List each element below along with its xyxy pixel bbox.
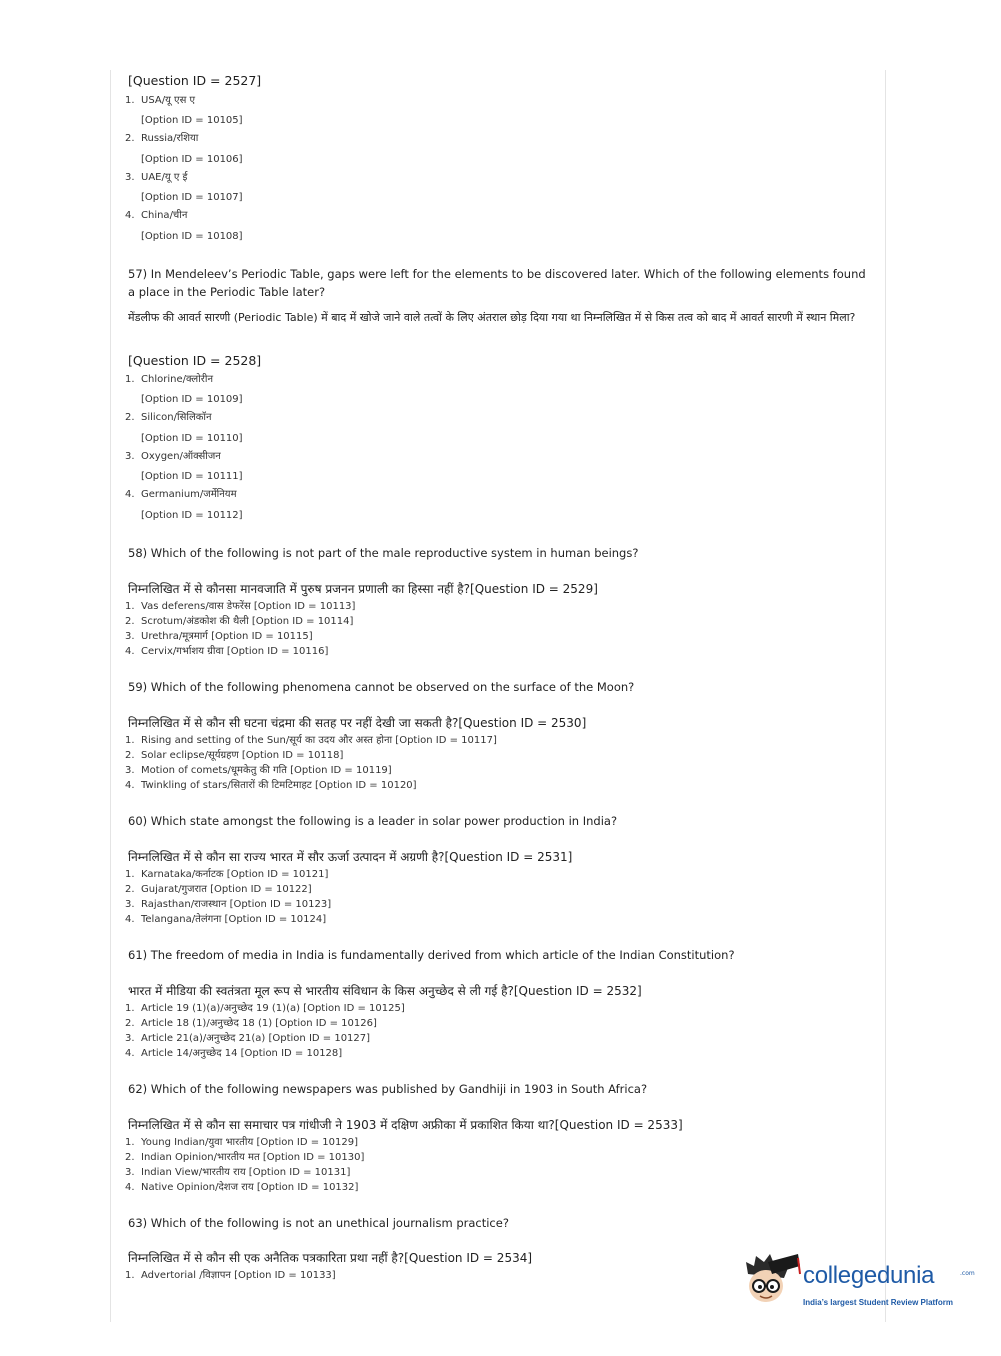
option-4: 4. Germanium/जर्मेनियम [125, 489, 237, 500]
option-1: 1. Young Indian/युवा भारतीय [Option ID = 10129] [125, 1137, 359, 1148]
question-id: [Question ID = 2527] [128, 73, 262, 88]
option-2: 2. Gujarat/गुजरात [Option ID = 10122] [125, 884, 312, 895]
option-4: 4. Article 14/अनुच्छेद 14 [Option ID = 10128] [125, 1048, 343, 1059]
option-2: 2. Solar eclipse/सूर्यग्रहण [Option ID = 10118] [125, 750, 344, 761]
question-text-english: 59) Which of the following phenomena cannot be observed on the surface of the Moon? [128, 680, 635, 694]
option-id: [Option ID = 10110] [141, 433, 243, 444]
question-id: [Question ID = 2528] [128, 353, 262, 368]
option-2: 2. Scrotum/अंडकोश की थैली [Option ID = 10114] [125, 616, 354, 627]
option-id: [Option ID = 10112] [141, 510, 243, 521]
question-text-english: 57) In Mendeleev’s Periodic Table, gaps were left for the elements to be discovered later. Which of the following elements found a place in the Periodic Table later? [128, 267, 866, 299]
mascot-icon [740, 1248, 802, 1312]
option-1: 1. Article 19 (1)(a)/अनुच्छेद 19 (1)(a) [Option ID = 10125] [125, 1003, 405, 1014]
option-id: [Option ID = 10108] [141, 231, 243, 242]
option-1: 1. Vas deferens/वास डेफरेंस [Option ID = 10113] [125, 601, 356, 612]
option-1: 1. Karnataka/कर्नाटक [Option ID = 10121] [125, 869, 329, 880]
question-text-english: 61) The freedom of media in India is fundamentally derived from which article of the Indian Constitution? [128, 948, 735, 962]
option-id: [Option ID = 10106] [141, 154, 243, 165]
option-1: 1. Rising and setting of the Sun/सूर्य का उदय और अस्त होना [Option ID = 10117] [125, 735, 497, 746]
option-2: 2. Article 18 (1)/अनुच्छेद 18 (1) [Option ID = 10126] [125, 1018, 377, 1029]
question-text-english: 58) Which of the following is not part of the male reproductive system in human beings? [128, 546, 639, 560]
option-3: 3. Indian View/भारतीय राय [Option ID = 10131] [125, 1167, 351, 1178]
option-id: [Option ID = 10109] [141, 394, 243, 405]
option-1: 1. Advertorial /विज्ञापन [Option ID = 10133] [125, 1270, 336, 1281]
option-id: [Option ID = 10111] [141, 471, 243, 482]
question-text-english: 60) Which state amongst the following is a leader in solar power production in India? [128, 814, 618, 828]
option-4: 4. Native Opinion/देशज राय [Option ID = 10132] [125, 1182, 359, 1193]
question-text-english: 62) Which of the following newspapers was published by Gandhiji in 1903 in South Africa? [128, 1082, 648, 1096]
option-4: 4. Telangana/तेलंगना [Option ID = 10124] [125, 914, 327, 925]
option-id: [Option ID = 10105] [141, 115, 243, 126]
question-text-hindi: निम्नलिखित में से कौन सी घटना चंद्रमा की सतह पर नहीं देखी जा सकती है?[Question ID = 2530] [128, 716, 587, 730]
option-2: 2. Silicon/सिलिकॉन [125, 412, 212, 423]
logo-wordmark: collegedunia [803, 1262, 935, 1289]
option-3: 3. UAE/यू ए ई [125, 172, 188, 183]
option-3: 3. Article 21(a)/अनुच्छेद 21(a) [Option ID = 10127] [125, 1033, 371, 1044]
option-1: 1. USA/यू एस ए [125, 95, 196, 106]
option-4: 4. Twinkling of stars/सितारों की टिमटिमाहट [Option ID = 10120] [125, 780, 417, 791]
option-id: [Option ID = 10107] [141, 192, 243, 203]
option-3: 3. Oxygen/ऑक्सीजन [125, 451, 221, 462]
option-3: 3. Urethra/मूत्रमार्ग [Option ID = 10115] [125, 631, 313, 642]
logo-tagline: India’s largest Student Review Platform [803, 1298, 953, 1307]
question-text-hindi: भारत में मीडिया की स्वतंत्रता मूल रूप से भारतीय संविधान के किस अनुच्छेद से ली गई है?[Question ID = 2532] [128, 984, 642, 998]
question-text-hindi: निम्नलिखित में से कौन सा राज्य भारत में सौर ऊर्जा उत्पादन में अग्रणी है?[Question ID = 2531] [128, 850, 573, 864]
collegedunia-logo[interactable] [740, 1248, 975, 1312]
question-text-hindi: मेंडलीफ की आवर्त सारणी (Periodic Table) में बाद में खोजे जाने वाले तत्वों के लिए अंतराल छोड़ दिया गया था निम्नलिखित में से किस तत्व को बाद में आवर्त सारणी में स्थान मिला? [128, 311, 856, 324]
option-1: 1. Chlorine/क्लोरीन [125, 374, 214, 385]
logo-domain-suffix: .com [960, 1270, 975, 1277]
option-3: 3. Motion of comets/धूमकेतु की गति [Option ID = 10119] [125, 765, 392, 776]
option-4: 4. Cervix/गर्भाशय ग्रीवा [Option ID = 10116] [125, 646, 329, 657]
option-2: 2. Indian Opinion/भारतीय मत [Option ID = 10130] [125, 1152, 365, 1163]
question-text-hindi: निम्नलिखित में से कौन सा समाचार पत्र गांधीजी ने 1903 में दक्षिण अफ्रीका में प्रकाशित किया था?[Question ID = 2533] [128, 1118, 683, 1132]
question-text-hindi: निम्नलिखित में से कौनसा मानवजाति में पुरुष प्रजनन प्रणाली का हिस्सा नहीं है?[Question ID = 2529] [128, 582, 598, 596]
option-3: 3. Rajasthan/राजस्थान [Option ID = 10123] [125, 899, 332, 910]
question-text-english: 63) Which of the following is not an unethical journalism practice? [128, 1216, 509, 1230]
option-2: 2. Russia/रशिया [125, 133, 199, 144]
option-4: 4. China/चीन [125, 210, 188, 221]
question-text-hindi: निम्नलिखित में से कौन सी एक अनैतिक पत्रकारिता प्रथा नहीं है?[Question ID = 2534] [128, 1251, 533, 1265]
